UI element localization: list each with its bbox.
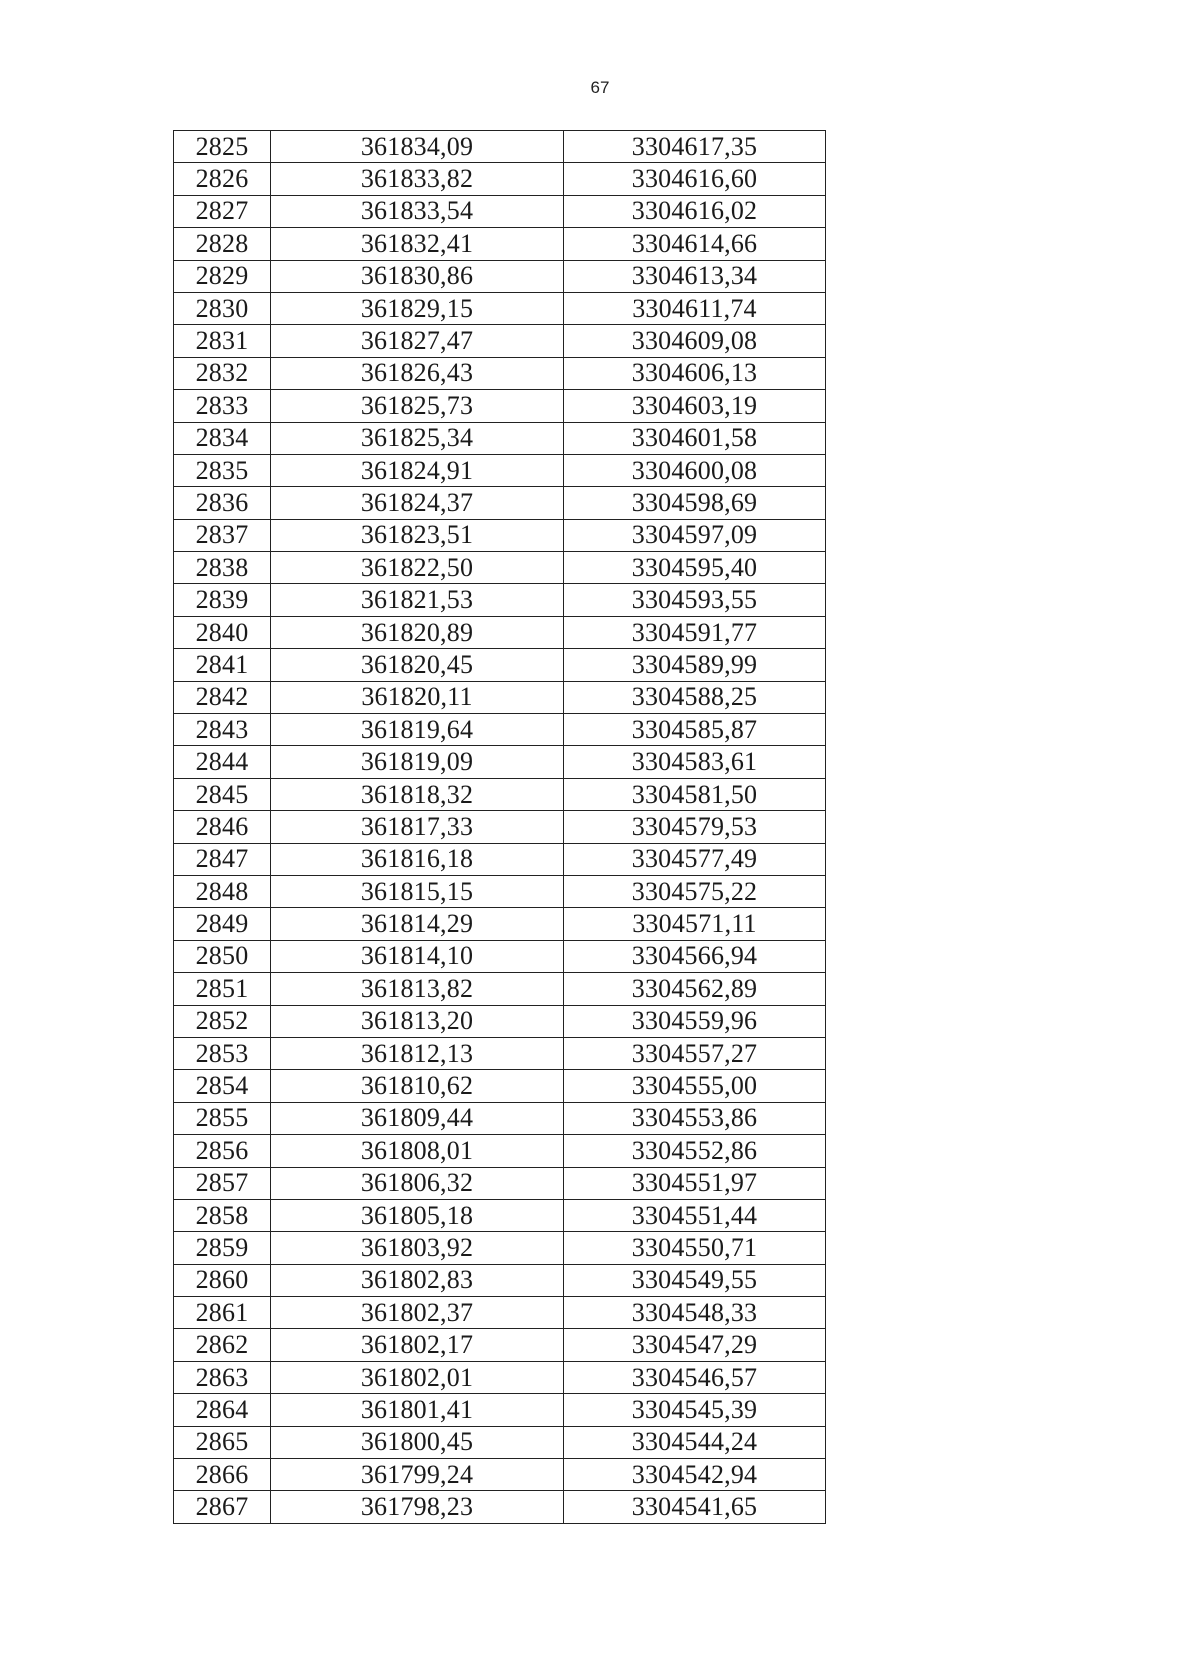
- table-row: [174, 746, 826, 778]
- x-coordinate-cell: 361814,29: [271, 908, 564, 940]
- y-coordinate-cell: 3304613,34: [564, 260, 826, 292]
- point-number-cell: 2828: [174, 228, 271, 260]
- point-number-cell: 2836: [174, 487, 271, 519]
- table-row: [174, 1070, 826, 1102]
- point-number-cell: 2829: [174, 260, 271, 292]
- x-coordinate-cell: 361823,51: [271, 519, 564, 551]
- x-coordinate-cell: 361827,47: [271, 325, 564, 357]
- point-number-cell: 2837: [174, 519, 271, 551]
- y-coordinate-cell: 3304544,24: [564, 1426, 826, 1458]
- x-coordinate-cell: 361832,41: [271, 228, 564, 260]
- point-number-cell: 2827: [174, 195, 271, 227]
- x-coordinate-cell: 361824,37: [271, 487, 564, 519]
- y-coordinate-cell: 3304603,19: [564, 390, 826, 422]
- table-row: [174, 325, 826, 357]
- table-row: [174, 1167, 826, 1199]
- y-coordinate-cell: 3304562,89: [564, 973, 826, 1005]
- table-row: [174, 1491, 826, 1523]
- point-number-cell: 2859: [174, 1232, 271, 1264]
- y-coordinate-cell: 3304611,74: [564, 292, 826, 324]
- table-row: [174, 973, 826, 1005]
- x-coordinate-cell: 361825,73: [271, 390, 564, 422]
- x-coordinate-cell: 361816,18: [271, 843, 564, 875]
- table-row: [174, 163, 826, 195]
- y-coordinate-cell: 3304551,97: [564, 1167, 826, 1199]
- x-coordinate-cell: 361830,86: [271, 260, 564, 292]
- table-row: [174, 1232, 826, 1264]
- point-number-cell: 2831: [174, 325, 271, 357]
- y-coordinate-cell: 3304577,49: [564, 843, 826, 875]
- point-number-cell: 2838: [174, 552, 271, 584]
- x-coordinate-cell: 361818,32: [271, 778, 564, 810]
- y-coordinate-cell: 3304555,00: [564, 1070, 826, 1102]
- y-coordinate-cell: 3304609,08: [564, 325, 826, 357]
- table-row: [174, 616, 826, 648]
- y-coordinate-cell: 3304614,66: [564, 228, 826, 260]
- y-coordinate-cell: 3304575,22: [564, 875, 826, 907]
- y-coordinate-cell: 3304550,71: [564, 1232, 826, 1264]
- y-coordinate-cell: 3304549,55: [564, 1264, 826, 1296]
- x-coordinate-cell: 361822,50: [271, 552, 564, 584]
- table-row: [174, 131, 826, 163]
- y-coordinate-cell: 3304593,55: [564, 584, 826, 616]
- point-number-cell: 2844: [174, 746, 271, 778]
- x-coordinate-cell: 361808,01: [271, 1135, 564, 1167]
- y-coordinate-cell: 3304581,50: [564, 778, 826, 810]
- table-row: [174, 1102, 826, 1134]
- table-row: [174, 811, 826, 843]
- point-number-cell: 2852: [174, 1005, 271, 1037]
- y-coordinate-cell: 3304585,87: [564, 714, 826, 746]
- y-coordinate-cell: 3304557,27: [564, 1037, 826, 1069]
- y-coordinate-cell: 3304579,53: [564, 811, 826, 843]
- coordinates-table-body: [174, 131, 826, 1524]
- point-number-cell: 2865: [174, 1426, 271, 1458]
- x-coordinate-cell: 361814,10: [271, 940, 564, 972]
- x-coordinate-cell: 361810,62: [271, 1070, 564, 1102]
- point-number-cell: 2835: [174, 454, 271, 486]
- point-number-cell: 2826: [174, 163, 271, 195]
- x-coordinate-cell: 361809,44: [271, 1102, 564, 1134]
- table-row: [174, 519, 826, 551]
- x-coordinate-cell: 361806,32: [271, 1167, 564, 1199]
- y-coordinate-cell: 3304617,35: [564, 131, 826, 163]
- y-coordinate-cell: 3304589,99: [564, 649, 826, 681]
- point-number-cell: 2846: [174, 811, 271, 843]
- x-coordinate-cell: 361826,43: [271, 357, 564, 389]
- point-number-cell: 2833: [174, 390, 271, 422]
- y-coordinate-cell: 3304547,29: [564, 1329, 826, 1361]
- y-coordinate-cell: 3304591,77: [564, 616, 826, 648]
- point-number-cell: 2825: [174, 131, 271, 163]
- table-row: [174, 1297, 826, 1329]
- y-coordinate-cell: 3304552,86: [564, 1135, 826, 1167]
- table-row: [174, 487, 826, 519]
- page-number: 67: [590, 78, 610, 97]
- table-row: [174, 908, 826, 940]
- point-number-cell: 2857: [174, 1167, 271, 1199]
- point-number-cell: 2867: [174, 1491, 271, 1523]
- point-number-cell: 2850: [174, 940, 271, 972]
- table-row: [174, 778, 826, 810]
- x-coordinate-cell: 361815,15: [271, 875, 564, 907]
- table-row: [174, 940, 826, 972]
- x-coordinate-cell: 361801,41: [271, 1394, 564, 1426]
- point-number-cell: 2854: [174, 1070, 271, 1102]
- x-coordinate-cell: 361834,09: [271, 131, 564, 163]
- point-number-cell: 2840: [174, 616, 271, 648]
- point-number-cell: 2863: [174, 1361, 271, 1393]
- x-coordinate-cell: 361819,64: [271, 714, 564, 746]
- y-coordinate-cell: 3304548,33: [564, 1297, 826, 1329]
- table-row: [174, 292, 826, 324]
- x-coordinate-cell: 361802,17: [271, 1329, 564, 1361]
- table-row: [174, 1264, 826, 1296]
- y-coordinate-cell: 3304559,96: [564, 1005, 826, 1037]
- y-coordinate-cell: 3304553,86: [564, 1102, 826, 1134]
- coordinates-table: [173, 130, 826, 1524]
- point-number-cell: 2866: [174, 1459, 271, 1491]
- y-coordinate-cell: 3304541,65: [564, 1491, 826, 1523]
- table-row: [174, 1005, 826, 1037]
- x-coordinate-cell: 361820,89: [271, 616, 564, 648]
- y-coordinate-cell: 3304551,44: [564, 1199, 826, 1231]
- point-number-cell: 2855: [174, 1102, 271, 1134]
- y-coordinate-cell: 3304600,08: [564, 454, 826, 486]
- table-row: [174, 422, 826, 454]
- table-row: [174, 843, 826, 875]
- table-row: [174, 649, 826, 681]
- table-row: [174, 260, 826, 292]
- x-coordinate-cell: 361820,11: [271, 681, 564, 713]
- table-row: [174, 584, 826, 616]
- y-coordinate-cell: 3304571,11: [564, 908, 826, 940]
- y-coordinate-cell: 3304583,61: [564, 746, 826, 778]
- y-coordinate-cell: 3304597,09: [564, 519, 826, 551]
- table-row: [174, 1199, 826, 1231]
- table-row: [174, 454, 826, 486]
- x-coordinate-cell: 361802,83: [271, 1264, 564, 1296]
- point-number-cell: 2830: [174, 292, 271, 324]
- x-coordinate-cell: 361802,01: [271, 1361, 564, 1393]
- table-row: [174, 1135, 826, 1167]
- y-coordinate-cell: 3304566,94: [564, 940, 826, 972]
- x-coordinate-cell: 361813,20: [271, 1005, 564, 1037]
- x-coordinate-cell: 361825,34: [271, 422, 564, 454]
- point-number-cell: 2839: [174, 584, 271, 616]
- point-number-cell: 2841: [174, 649, 271, 681]
- point-number-cell: 2862: [174, 1329, 271, 1361]
- x-coordinate-cell: 361817,33: [271, 811, 564, 843]
- table-row: [174, 1394, 826, 1426]
- table-row: [174, 875, 826, 907]
- table-row: [174, 1426, 826, 1458]
- table-row: [174, 357, 826, 389]
- table-row: [174, 1361, 826, 1393]
- point-number-cell: 2849: [174, 908, 271, 940]
- table-row: [174, 714, 826, 746]
- point-number-cell: 2847: [174, 843, 271, 875]
- point-number-cell: 2861: [174, 1297, 271, 1329]
- table-row: [174, 1329, 826, 1361]
- x-coordinate-cell: 361819,09: [271, 746, 564, 778]
- y-coordinate-cell: 3304616,02: [564, 195, 826, 227]
- point-number-cell: 2834: [174, 422, 271, 454]
- y-coordinate-cell: 3304598,69: [564, 487, 826, 519]
- point-number-cell: 2851: [174, 973, 271, 1005]
- y-coordinate-cell: 3304588,25: [564, 681, 826, 713]
- table-row: [174, 1037, 826, 1069]
- x-coordinate-cell: 361798,23: [271, 1491, 564, 1523]
- x-coordinate-cell: 361800,45: [271, 1426, 564, 1458]
- table-row: [174, 195, 826, 227]
- x-coordinate-cell: 361802,37: [271, 1297, 564, 1329]
- y-coordinate-cell: 3304595,40: [564, 552, 826, 584]
- y-coordinate-cell: 3304606,13: [564, 357, 826, 389]
- point-number-cell: 2845: [174, 778, 271, 810]
- point-number-cell: 2848: [174, 875, 271, 907]
- y-coordinate-cell: 3304546,57: [564, 1361, 826, 1393]
- x-coordinate-cell: 361803,92: [271, 1232, 564, 1264]
- x-coordinate-cell: 361812,13: [271, 1037, 564, 1069]
- point-number-cell: 2832: [174, 357, 271, 389]
- x-coordinate-cell: 361820,45: [271, 649, 564, 681]
- y-coordinate-cell: 3304542,94: [564, 1459, 826, 1491]
- table-row: [174, 228, 826, 260]
- x-coordinate-cell: 361805,18: [271, 1199, 564, 1231]
- point-number-cell: 2860: [174, 1264, 271, 1296]
- y-coordinate-cell: 3304616,60: [564, 163, 826, 195]
- x-coordinate-cell: 361799,24: [271, 1459, 564, 1491]
- table-row: [174, 552, 826, 584]
- table-row: [174, 681, 826, 713]
- x-coordinate-cell: 361833,82: [271, 163, 564, 195]
- point-number-cell: 2858: [174, 1199, 271, 1231]
- point-number-cell: 2864: [174, 1394, 271, 1426]
- x-coordinate-cell: 361829,15: [271, 292, 564, 324]
- x-coordinate-cell: 361833,54: [271, 195, 564, 227]
- point-number-cell: 2842: [174, 681, 271, 713]
- point-number-cell: 2843: [174, 714, 271, 746]
- point-number-cell: 2856: [174, 1135, 271, 1167]
- y-coordinate-cell: 3304545,39: [564, 1394, 826, 1426]
- table-row: [174, 390, 826, 422]
- y-coordinate-cell: 3304601,58: [564, 422, 826, 454]
- x-coordinate-cell: 361821,53: [271, 584, 564, 616]
- point-number-cell: 2853: [174, 1037, 271, 1069]
- table-row: [174, 1459, 826, 1491]
- x-coordinate-cell: 361813,82: [271, 973, 564, 1005]
- x-coordinate-cell: 361824,91: [271, 454, 564, 486]
